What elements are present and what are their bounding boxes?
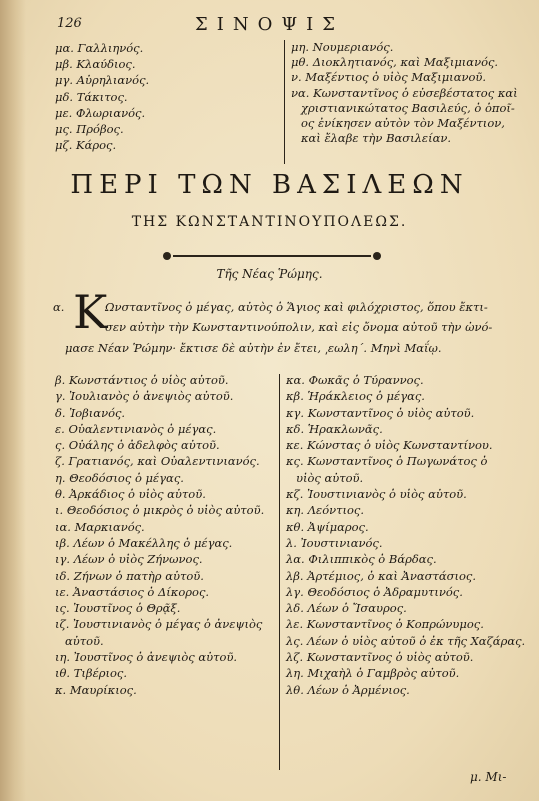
list-item-continuation: καὶ ἔλαβε τὴν Βασιλείαν.	[301, 131, 452, 146]
list-item: ιβ. Λέων ὁ Μακέλλης ὁ μέγας.	[55, 535, 233, 550]
list-item: η. Θεοδόσιος ὁ μέγας.	[55, 470, 184, 485]
list-item: λγ. Θεοδόσιος ὁ Ἀδραμυτινός.	[286, 584, 463, 599]
list-item: ιδ. Ζήνων ὁ πατὴρ αὐτοῦ.	[55, 568, 204, 583]
list-item: θ. Ἀρκάδιος ὁ υἱὸς αὐτοῦ.	[55, 487, 206, 502]
catchword: μ. Μι-	[470, 770, 507, 784]
list-item: μγ. Αὐρηλιανός.	[55, 73, 150, 88]
list-item: ι. Θεοδόσιος ὁ μικρὸς ὁ υἱὸς αὐτοῦ.	[55, 503, 265, 518]
page-header	[0, 14, 539, 36]
intro-line-3: μασε Νέαν Ῥώμην· ἔκτισε δὲ αὐτὴν ἐν ἔτει, ͵εωλη΄. Μηνὶ Μαΐῳ.	[65, 341, 442, 355]
ornamental-rule	[163, 251, 381, 261]
list-item: ις. Ἰουστῖνος ὁ Θρᾷξ.	[55, 601, 181, 616]
list-item: κγ. Κωνσταντῖνος ὁ υἱὸς αὐτοῦ.	[286, 405, 475, 420]
list-item: να. Κωνσταντῖνος ὁ εὐσεβέστατος καὶ	[291, 85, 518, 100]
list-item: ν. Μαξέντιος ὁ υἱὸς Μαξιμιανοῦ.	[291, 70, 487, 85]
list-item: κα. Φωκᾶς ὁ Τύραννος.	[286, 373, 424, 387]
intro-numeral: α.	[53, 300, 65, 314]
page-number: 126	[57, 16, 82, 31]
list-item: με. Φλωριανός.	[55, 105, 146, 120]
list-item: λη. Μιχαὴλ ὁ Γαμβρὸς αὐτοῦ.	[286, 666, 460, 681]
chapter-title: ΠΕΡΙ ΤΩΝ ΒΑΣΙΛΕΩΝ	[70, 170, 469, 200]
list-item: β. Κωνστάντιος ὁ υἱὸς αὐτοῦ.	[55, 373, 229, 387]
list-item: μα. Γαλλιηνός.	[55, 41, 144, 55]
list-item: λθ. Λέων ὁ Ἀρμένιος.	[286, 682, 410, 697]
bottom-list-columns	[55, 372, 529, 772]
chapter-subtitle: ΤΗΣ ΚΩΝΣΤΑΝΤΙΝΟΥΠΟΛΕΩΣ.	[131, 214, 408, 230]
list-item: ιη. Ἰουστῖνος ὁ ἀνεψιὸς αὐτοῦ.	[55, 650, 238, 665]
list-item: λδ. Λέων ὁ Ἴσαυρος.	[286, 601, 407, 616]
running-title: ΣΙΝΟΨΙΣ	[195, 14, 344, 35]
list-item: ς. Οὐάλης ὁ ἀδελφὸς αὐτοῦ.	[55, 438, 220, 453]
intro-paragraph	[53, 285, 527, 360]
list-item-continuation: ος ἐνίκησεν αὐτὸν τὸν Μαξέντιον,	[301, 116, 505, 131]
list-item-continuation: υἱὸς αὐτοῦ.	[296, 470, 364, 485]
list-item: μη. Νουμεριανός.	[291, 40, 394, 54]
list-item: λ. Ἰουστινιανός.	[286, 535, 383, 550]
list-item: κη. Λεόντιος.	[286, 503, 365, 518]
list-item: κς. Κωνσταντῖνος ὁ Πωγωνάτος ὁ	[286, 454, 488, 469]
list-item: ιε. Ἀναστάσιος ὁ Δίκορος.	[55, 584, 210, 599]
ornament-bar	[173, 255, 371, 257]
list-item: κζ. Ἰουστινιανὸς ὁ υἱὸς αὐτοῦ.	[286, 487, 467, 502]
column-divider	[284, 40, 285, 164]
top-right-column	[291, 40, 527, 146]
list-item: ζ. Γρατιανός, καὶ Οὐαλεντινιανός.	[55, 454, 260, 469]
list-item: κδ. Ἡρακλωνᾶς.	[286, 421, 383, 436]
list-item: κε. Κώνστας ὁ υἱὸς Κωνσταντίνου.	[286, 438, 493, 453]
list-item-continuation: αὐτοῦ.	[65, 633, 104, 648]
list-item: μδ. Τάκιτος.	[55, 89, 128, 104]
top-list-columns	[55, 40, 529, 165]
list-item: μζ. Κάρος.	[55, 138, 117, 153]
list-item: δ. Ἰοβιανός.	[55, 405, 126, 420]
list-item: κβ. Ἡράκλειος ὁ μέγας.	[286, 389, 425, 404]
list-item-continuation: χριστιανικώτατος Βασιλεύς, ὁ ὁποῖ-	[301, 100, 515, 115]
list-item: ια. Μαρκιανός.	[55, 519, 145, 534]
list-item: ε. Οὐαλεντινιανὸς ὁ μέγας.	[55, 421, 217, 436]
ornament-left-dot	[163, 252, 171, 260]
drop-cap: Κ	[73, 285, 108, 339]
list-item: λζ. Κωνσταντῖνος ὁ υἱὸς αὐτοῦ.	[286, 650, 474, 665]
intro-line-2: σεν αὐτὴν τὴν Κωνσταντινούπολιν, καὶ εἰς ὄνομα αὐτοῦ τὴν ὠνό-	[105, 320, 493, 334]
bottom-left-column	[55, 372, 275, 698]
list-item: γ. Ἰουλιανὸς ὁ ἀνεψιὸς αὐτοῦ.	[55, 389, 234, 404]
list-item: κ. Μαυρίκιος.	[55, 682, 137, 697]
list-item: μθ. Διοκλητιανός, καὶ Μαξιμιανός.	[291, 55, 499, 70]
list-item: λα. Φιλιππικὸς ὁ Βάρδας.	[286, 552, 437, 567]
list-item: λε. Κωνσταντῖνος ὁ Κοπρώνυμος.	[286, 617, 484, 632]
intro-line-1: Ωνσταντῖνος ὁ μέγας, αὐτὸς ὁ Ἅγιος καὶ φιλόχριστος, ὅπου ἔκτι-	[105, 300, 488, 314]
list-item: λς. Λέων ὁ υἱὸς αὐτοῦ ὁ ἐκ τῆς Χαζάρας.	[286, 633, 526, 648]
list-item: κθ. Ἀψίμαρος.	[286, 519, 369, 534]
list-item: ιζ. Ἰουστινιανὸς ὁ μέγας ὁ ἀνεψιὸς	[55, 617, 263, 632]
column-divider	[279, 374, 280, 770]
list-item: μβ. Κλαύδιος.	[55, 57, 136, 72]
list-item: ιθ. Τιβέριος.	[55, 666, 128, 681]
top-left-column	[55, 40, 280, 153]
list-item: λβ. Ἀρτέμιος, ὁ καὶ Ἀναστάσιος.	[286, 568, 476, 583]
list-item: μς. Πρόβος.	[55, 122, 124, 137]
page-gutter-shadow	[0, 0, 26, 801]
section-heading: Τῆς Νέας Ῥώμης.	[216, 267, 323, 281]
bottom-right-column	[286, 372, 526, 698]
ornament-right-dot	[373, 252, 381, 260]
list-item: ιγ. Λέων ὁ υἱὸς Ζήνωνος.	[55, 552, 203, 567]
